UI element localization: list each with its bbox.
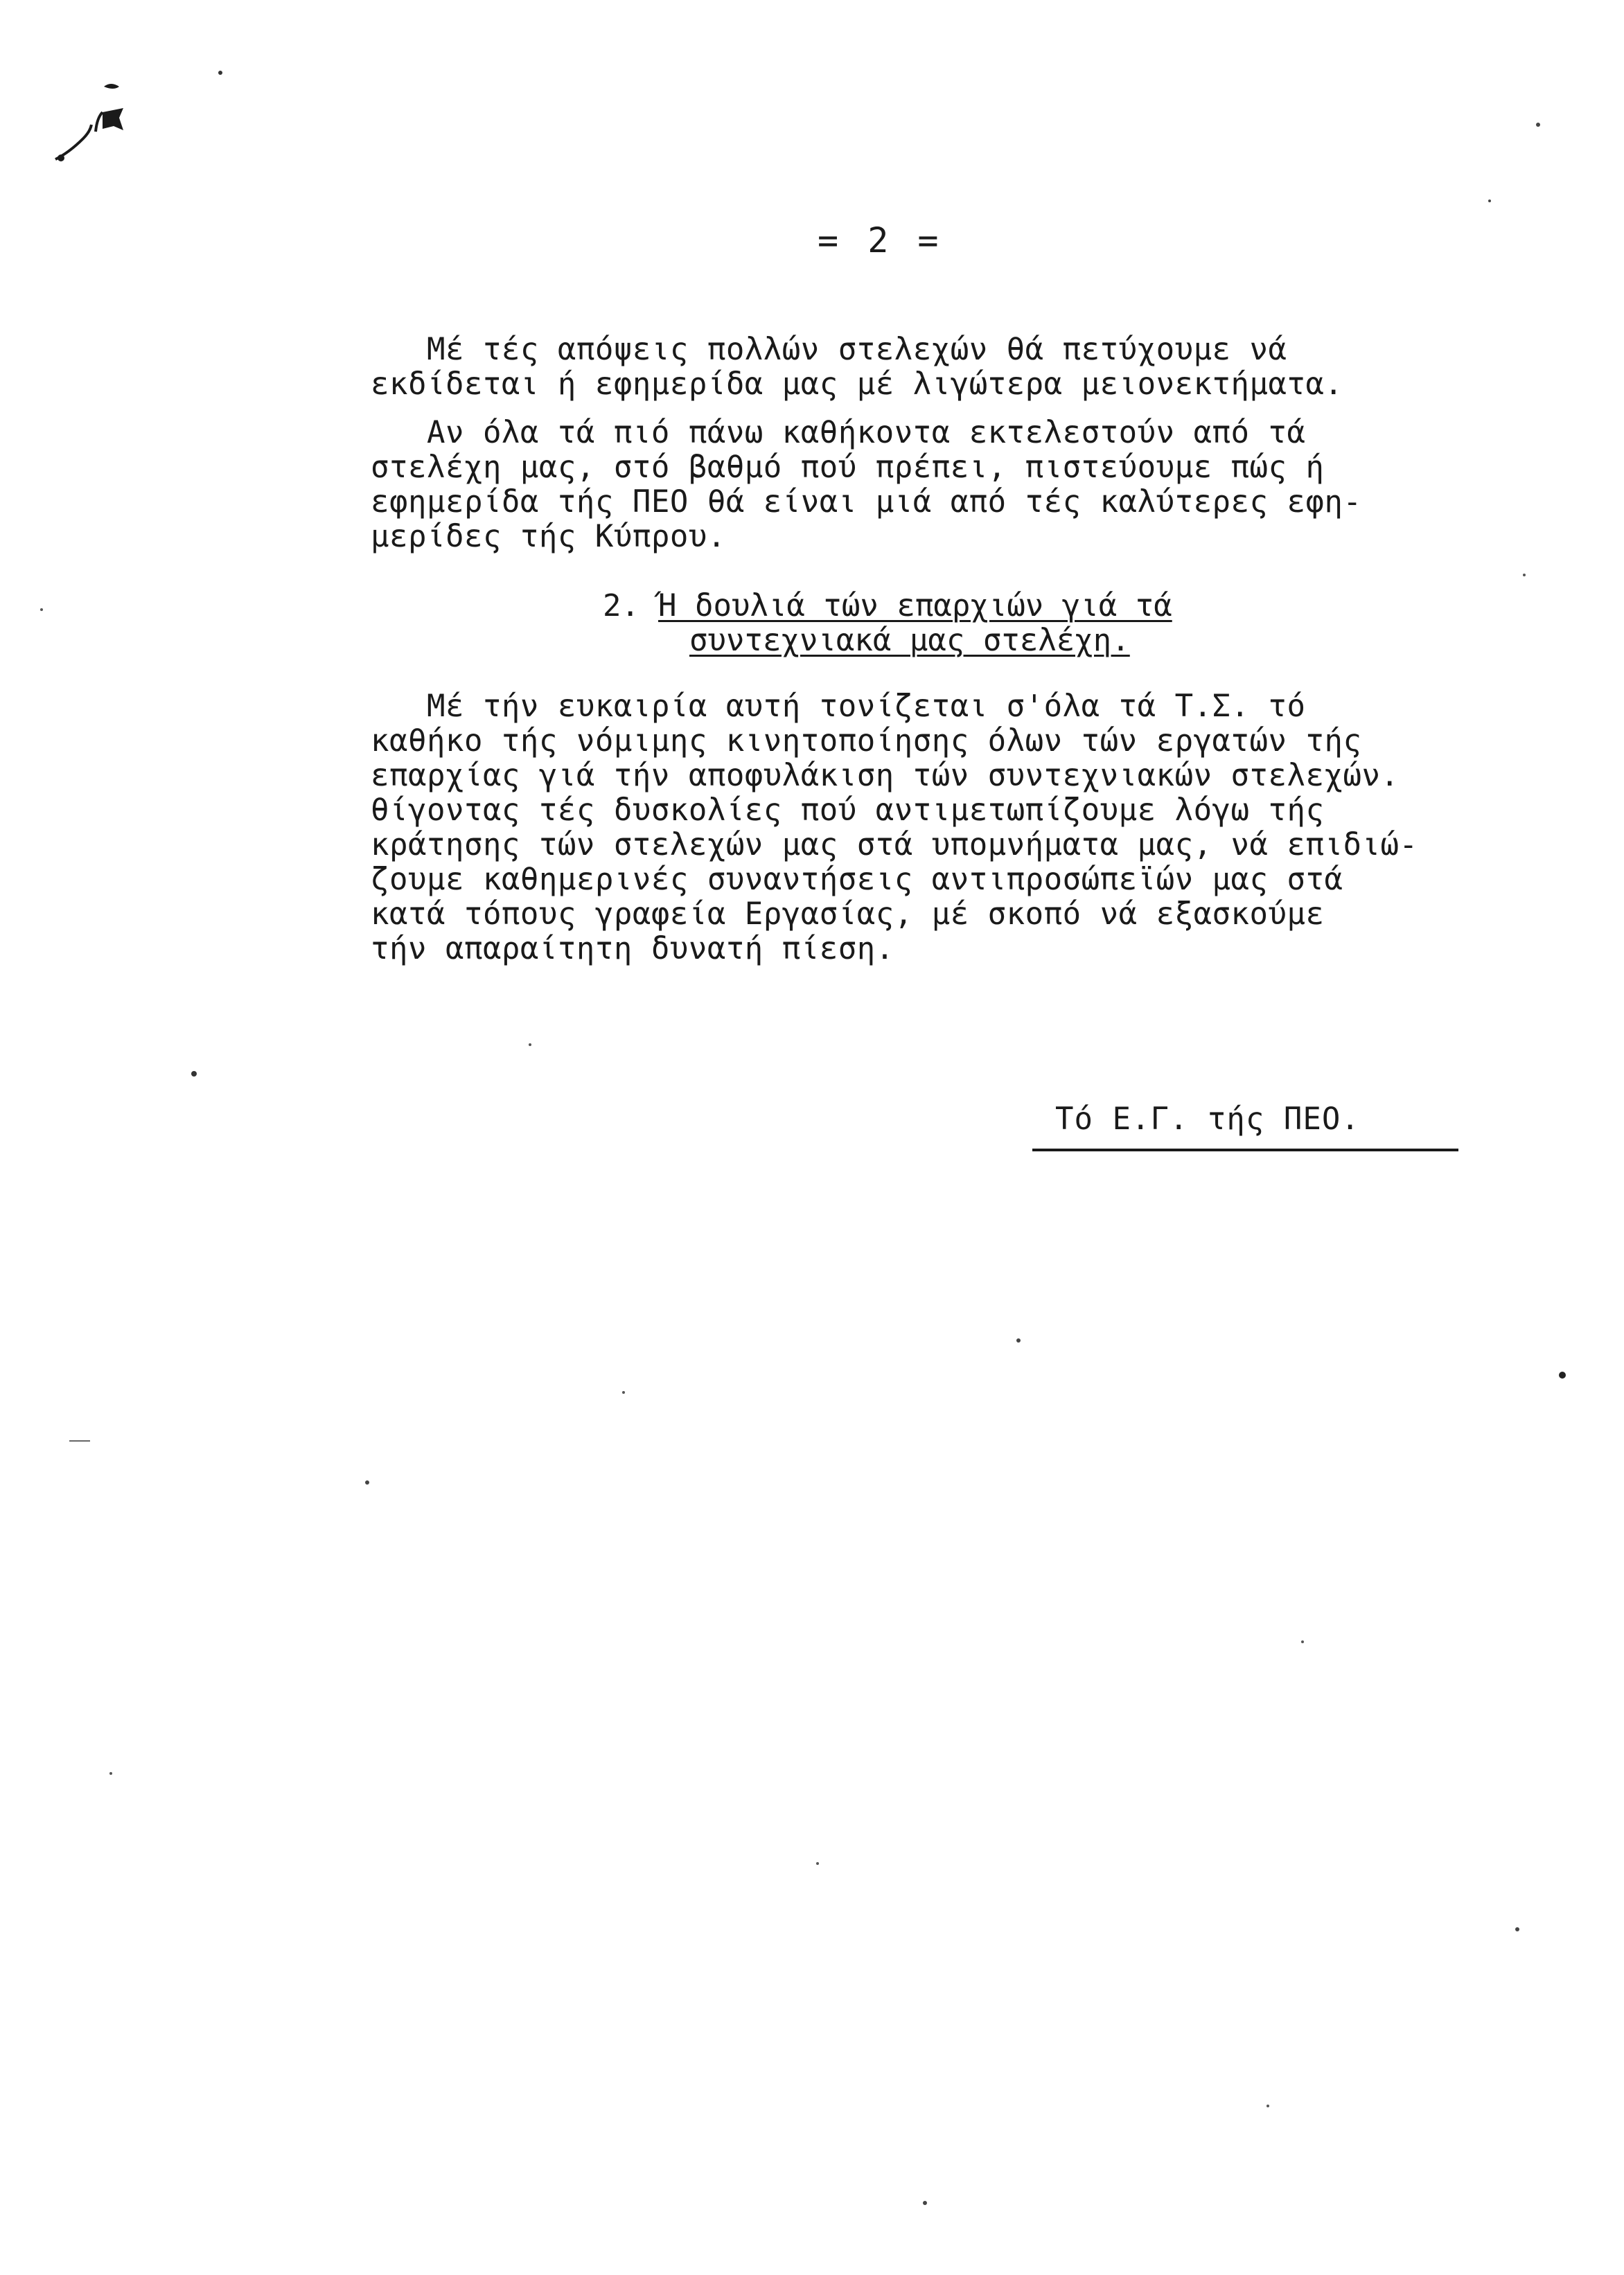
- paragraph: [371, 416, 1548, 554]
- heading-text: Ή δουλιά τών επαρχιών γιά τά: [658, 588, 1172, 623]
- signature-underline: [1032, 1149, 1458, 1151]
- text-line: θίγοντας τές δυσκολίες πού αντιμετωπίζουμε λόγω τής: [371, 793, 1325, 828]
- text-line: τήν απαραίτητη δυνατή πίεση.: [371, 931, 894, 966]
- paragraph: [371, 689, 1548, 966]
- text-line: κατά τόπους γραφεία Εργασίας, μέ σκοπό νά εξασκούμε: [371, 896, 1325, 932]
- ink-mark: [42, 35, 152, 173]
- text-line: κράτησης τών στελεχών μας στά υπομνήματα μας, νά επιδιώ-: [371, 827, 1418, 862]
- heading-line-2: [603, 623, 1172, 658]
- text-line: ζουμε καθημερινές συναντήσεις αντιπροσώπεϊών μας στά: [371, 862, 1343, 897]
- text-line: καθήκο τής νόμιμης κινητοποίησης όλων τών εργατών τής: [371, 723, 1362, 759]
- text-line: Αν όλα τά πιό πάνω καθήκοντα εκτελεστούν από τά: [371, 415, 1306, 450]
- text-line: Μέ τές απόψεις πολλών στελεχών θά πετύχουμε νά: [371, 332, 1287, 367]
- text-line: στελέχη μας, στό βαθμό πού πρέπει, πιστεύουμε πώς ή: [371, 450, 1325, 485]
- heading-text: συντεχνιακά μας στελέχη.: [689, 623, 1130, 658]
- heading-line-1: [603, 589, 1172, 623]
- text-line: εφημερίδα τής ΠΕΟ θά είναι μιά από τές καλύτερες εφη-: [371, 484, 1362, 520]
- text-line: Μέ τήν ευκαιρία αυτή τονίζεται σ'όλα τά Τ.Σ. τό: [371, 689, 1306, 724]
- paragraph: [371, 333, 1548, 402]
- section-heading: [603, 589, 1172, 658]
- text-line: επαρχίας γιά τήν αποφυλάκιση τών συντεχνιακών στελεχών.: [371, 758, 1400, 793]
- page-number: = 2 =: [818, 220, 943, 260]
- text-line: εκδίδεται ή εφημερίδα μας μέ λιγώτερα μειονεκτήματα.: [371, 366, 1343, 402]
- text-line: μερίδες τής Κύπρου.: [371, 519, 726, 554]
- signature: Τό Ε.Γ. τής ΠΕΟ.: [1055, 1101, 1360, 1137]
- section-number: 2.: [603, 588, 639, 623]
